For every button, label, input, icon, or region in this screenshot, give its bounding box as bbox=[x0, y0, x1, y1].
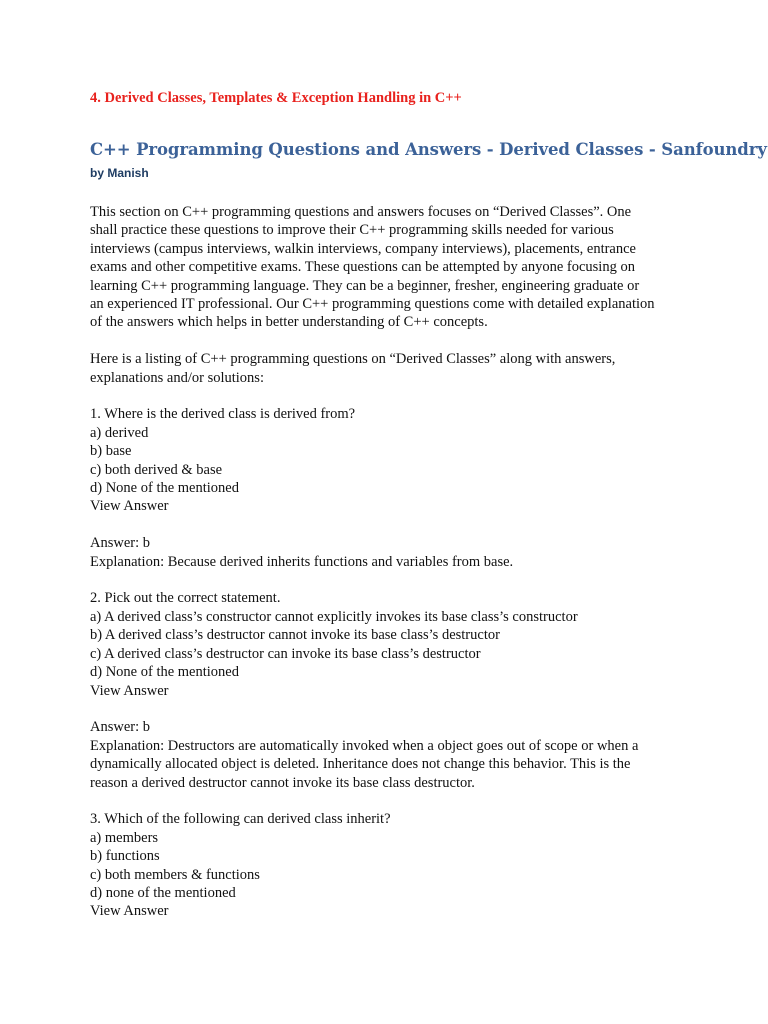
view-answer-link[interactable]: View Answer bbox=[90, 498, 169, 515]
question-text: 1. Where is the derived class is derived from? bbox=[90, 406, 356, 423]
question-text: 3. Which of the following can derived class inherit? bbox=[90, 811, 391, 828]
question-block-3 bbox=[90, 810, 690, 920]
answer-option: c) both derived & base bbox=[90, 461, 223, 478]
answer-text: Answer: b bbox=[90, 535, 151, 552]
listing-intro-paragraph bbox=[90, 350, 690, 387]
answer-option: b) functions bbox=[90, 848, 160, 865]
text-line: shall practice these questions to improve their C++ programming skills needed for various bbox=[90, 222, 614, 239]
answer-option: d) None of the mentioned bbox=[90, 480, 239, 497]
explanation-text: Explanation: Destructors are automatically invoked when a object goes out of scope or when a bbox=[90, 737, 639, 754]
view-answer-link[interactable]: View Answer bbox=[90, 903, 169, 920]
text-line: Here is a listing of C++ programming questions on “Derived Classes” along with answers, bbox=[90, 351, 616, 368]
text-line: This section on C++ programming questions and answers focuses on “Derived Classes”. One bbox=[90, 204, 632, 220]
answer-option: d) none of the mentioned bbox=[90, 884, 236, 901]
answer-text: Answer: b bbox=[90, 719, 151, 736]
text-line: explanations and/or solutions: bbox=[90, 369, 264, 386]
section-heading: 4. Derived Classes, Templates & Exception Handling in C++ bbox=[90, 90, 462, 106]
view-answer-link[interactable]: View Answer bbox=[90, 682, 169, 699]
explanation-text: Explanation: Because derived inherits functions and variables from base. bbox=[90, 553, 514, 570]
answer-block-1 bbox=[90, 534, 690, 571]
answer-option: c) A derived class’s destructor can invoke its base class’s destructor bbox=[90, 645, 481, 662]
question-block-1 bbox=[90, 405, 690, 515]
intro-paragraph bbox=[90, 203, 690, 332]
article-byline: by Manish bbox=[90, 166, 149, 180]
explanation-text: reason a derived destructor cannot invoke its base class destructor. bbox=[90, 774, 475, 791]
text-line: of the answers which helps in better understanding of C++ concepts. bbox=[90, 314, 488, 331]
question-text: 2. Pick out the correct statement. bbox=[90, 590, 281, 607]
answer-option: a) members bbox=[90, 829, 159, 846]
answer-option: d) None of the mentioned bbox=[90, 664, 239, 681]
answer-option: b) A derived class’s destructor cannot invoke its base class’s destructor bbox=[90, 627, 500, 644]
article-title: C++ Programming Questions and Answers - Derived Classes - Sanfoundry bbox=[90, 140, 767, 159]
answer-option: b) base bbox=[90, 443, 132, 460]
answer-option: c) both members & functions bbox=[90, 866, 260, 883]
text-line: an experienced IT professional. Our C++ programming questions come with detailed explanation bbox=[90, 296, 655, 313]
answer-option: a) derived bbox=[90, 424, 149, 441]
text-line: learning C++ programming language. They can be a beginner, fresher, engineering graduate or bbox=[90, 277, 640, 294]
explanation-text: dynamically allocated object is deleted. Inheritance does not change this behavior. This is the bbox=[90, 756, 631, 773]
question-block-2 bbox=[90, 589, 690, 699]
answer-block-2 bbox=[90, 718, 690, 792]
text-line: interviews (campus interviews, walkin interviews, company interviews), placements, entrance bbox=[90, 240, 636, 257]
answer-option: a) A derived class’s constructor cannot explicitly invokes its base class’s constructor bbox=[90, 608, 578, 625]
text-line: exams and other competitive exams. These questions can be attempted by anyone focusing on bbox=[90, 259, 635, 276]
article-body bbox=[90, 203, 690, 921]
